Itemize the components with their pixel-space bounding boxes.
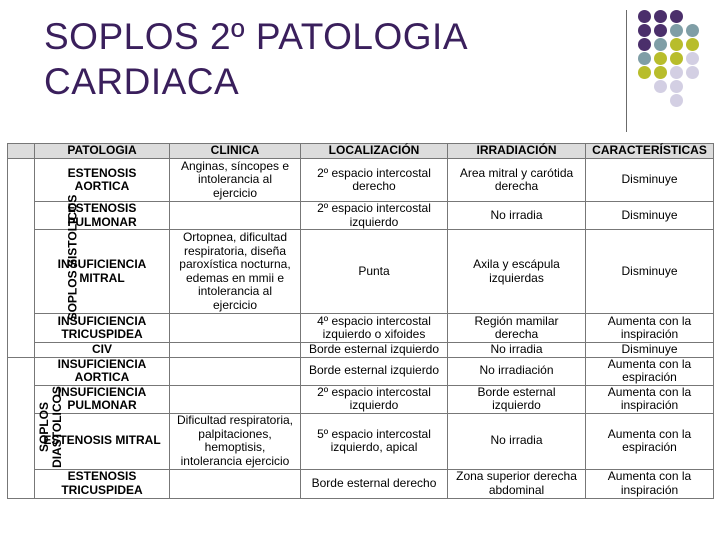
cell-line: Aumenta con la (607, 356, 692, 371)
cell-line: INSUFICIENCIA (57, 384, 147, 399)
table-row (8, 343, 714, 358)
cell-line: espiración (622, 370, 677, 384)
cell-line: paroxística nocturna, (179, 257, 291, 271)
cell-line: espiración (622, 440, 677, 454)
cell-line: inspiración (620, 482, 679, 497)
cell-line: Aumenta con la (607, 469, 692, 483)
cell-clinica (170, 413, 301, 469)
cell-line: Disminuye (621, 172, 678, 187)
decorative-dot (670, 38, 683, 51)
decorative-dot (686, 66, 699, 79)
cell-line: inspiración (620, 398, 679, 412)
decorative-dot (686, 24, 699, 37)
cell-line: Aumenta con la (607, 313, 692, 328)
cell-line: ESTENOSIS (67, 165, 137, 180)
cell-line: palpitaciones, (198, 426, 272, 441)
table-row (8, 314, 714, 343)
cell-line: 2º espacio intercostal (317, 165, 431, 180)
cell-line: No irradia (490, 342, 543, 356)
cell-line: Borde esternal (477, 384, 556, 399)
cell-localizacion (301, 385, 448, 413)
cell-localizacion (301, 357, 448, 385)
cell-irradiacion (448, 413, 586, 469)
cell-patologia (35, 343, 170, 358)
cell-line: INSUFICIENCIA (57, 257, 147, 271)
cell-line: 2º espacio intercostal (317, 384, 431, 399)
cell-line: izquierdo (492, 398, 541, 412)
cell-clinica (170, 357, 301, 385)
cell-irradiacion (448, 469, 586, 498)
cell-line: ESTENOSIS (67, 201, 137, 215)
cell-irradiacion (448, 357, 586, 385)
cell-line: No irradia (490, 207, 543, 222)
cell-caracteristicas (586, 357, 714, 385)
group-label-diastolicos (8, 357, 64, 498)
cell-clinica (170, 230, 301, 314)
decorative-dot-grid (638, 10, 714, 110)
slide-title-line-1: SOPLOS 2º PATOLOGIA (44, 16, 468, 57)
cell-line: abdominal (488, 482, 545, 497)
decorative-dot (654, 66, 667, 79)
cell-clinica (170, 202, 301, 230)
group-label-text: SOPLOS SISTOLICOS (65, 194, 80, 321)
cell-line: ESTENOSIS MITRAL (43, 433, 161, 448)
decorative-dot (670, 52, 683, 65)
cell-line: Aumenta con la (607, 384, 692, 399)
cell-localizacion (301, 314, 448, 343)
decorative-dot (654, 10, 667, 23)
cell-patologia (35, 357, 170, 385)
cell-line: izquierdas (489, 270, 544, 285)
header-localizacion: LOCALIZACIÓN (301, 144, 448, 159)
cell-irradiacion (448, 202, 586, 230)
decorative-divider (626, 10, 627, 132)
cell-line: izquierdo o xifoides (322, 327, 426, 341)
cell-irradiacion (448, 385, 586, 413)
table-row (8, 469, 714, 498)
cell-line: Disminuye (621, 207, 678, 222)
cell-line: TRICUSPIDEA (61, 482, 143, 497)
cell-clinica (170, 159, 301, 202)
table-row (8, 357, 714, 385)
cell-irradiacion (448, 159, 586, 202)
header-patologia: PATOLOGIA (35, 144, 170, 159)
group-label-sistolicos (8, 159, 80, 358)
cell-localizacion (301, 469, 448, 498)
cell-patologia (35, 230, 170, 314)
cell-line: derecho (352, 179, 396, 193)
group-label-text (38, 386, 64, 468)
cell-line: Zona superior derecha (456, 469, 577, 483)
cell-line: PULMONAR (67, 214, 137, 229)
cell-caracteristicas (586, 469, 714, 498)
table-header-row (8, 144, 714, 159)
cell-line: hemoptisis, (204, 440, 266, 454)
cell-caracteristicas (586, 230, 714, 314)
cell-line: Borde esternal derecho (311, 475, 437, 490)
header-irradiacion: IRRADIACIÓN (448, 144, 586, 159)
decorative-dot (654, 24, 667, 37)
decorative-dot (654, 38, 667, 51)
cell-localizacion (301, 230, 448, 314)
cell-caracteristicas (586, 159, 714, 202)
cell-line: Axila y escápula (473, 257, 560, 271)
cell-line: Anginas, síncopes e (180, 158, 290, 173)
cell-line: izquierdo, apical (330, 440, 418, 454)
slide-title-line-2: CARDIACA (44, 61, 240, 102)
table-row (8, 413, 714, 469)
decorative-dot (638, 52, 651, 65)
cell-line: No irradia (490, 433, 543, 448)
cell-line: INSUFICIENCIA (57, 313, 147, 328)
cell-line: respiratoria, diseña (183, 243, 287, 258)
cell-irradiacion (448, 314, 586, 343)
cell-clinica (170, 314, 301, 343)
cell-line: Dificultad respiratoria, (176, 413, 294, 427)
cell-line: intolerancia ejercicio (180, 453, 290, 468)
cell-caracteristicas (586, 385, 714, 413)
cell-caracteristicas (586, 343, 714, 358)
group-label-line: DIASTOLICOS (49, 386, 64, 469)
cell-line: TRICUSPIDEA (61, 327, 143, 341)
cell-line: Aumenta con la (607, 426, 692, 441)
decorative-dot (654, 52, 667, 65)
cell-line: intolerancia al (197, 172, 273, 187)
header-caracteristicas: CARACTERÍSTICAS (586, 144, 714, 159)
cell-patologia (35, 159, 170, 202)
cell-line: Disminuye (621, 342, 678, 356)
cell-line: intolerancia al (197, 284, 273, 298)
cell-line: izquierdo (349, 214, 399, 229)
header-corner (8, 144, 35, 159)
cell-line: 2º espacio intercostal (317, 201, 431, 215)
cell-line: ejercicio (212, 297, 257, 312)
cell-line: PULMONAR (67, 398, 137, 412)
decorative-dot (686, 52, 699, 65)
cell-clinica (170, 343, 301, 358)
cell-line: 4º espacio intercostal (317, 313, 431, 328)
decorative-dot (638, 38, 651, 51)
cell-patologia (35, 469, 170, 498)
decorative-dot (670, 24, 683, 37)
table-row (8, 230, 714, 314)
cell-line: Borde esternal izquierdo (308, 342, 440, 356)
cell-clinica (170, 469, 301, 498)
cell-line: Area mitral y carótida (459, 165, 574, 180)
cell-line: No irradiación (479, 363, 554, 378)
table-row (8, 385, 714, 413)
cell-line: derecha (494, 179, 539, 193)
cell-line: Borde esternal izquierdo (308, 363, 440, 378)
cell-irradiacion (448, 343, 586, 358)
cell-localizacion (301, 343, 448, 358)
table-row (8, 202, 714, 230)
cell-line: edemas en mmii e (185, 270, 285, 285)
cell-localizacion (301, 202, 448, 230)
header-clinica: CLINICA (170, 144, 301, 159)
cell-line: AORTICA (74, 179, 130, 193)
decorative-dot (638, 24, 651, 37)
cell-line: AORTICA (74, 370, 130, 384)
cell-caracteristicas (586, 314, 714, 343)
decorative-dot (638, 66, 651, 79)
cell-line: Ortopnea, dificultad (182, 230, 288, 244)
cell-line: MITRAL (79, 270, 125, 285)
decorative-dot (670, 94, 683, 107)
cell-localizacion (301, 159, 448, 202)
decorative-dot (654, 80, 667, 93)
cell-line: derecha (494, 327, 539, 341)
cell-line: 5º espacio intercostal (317, 426, 431, 441)
cell-caracteristicas (586, 202, 714, 230)
cell-line: Región mamilar (474, 313, 559, 328)
cell-line: ESTENOSIS (67, 469, 137, 483)
cell-line: Punta (358, 263, 390, 278)
decorative-dot (670, 66, 683, 79)
cell-line: CIV (91, 342, 112, 356)
decorative-dot (670, 10, 683, 23)
cell-line: Disminuye (621, 263, 678, 278)
decorative-dot (670, 80, 683, 93)
cell-patologia (35, 314, 170, 343)
cell-patologia (35, 202, 170, 230)
group-label-line: SOPLOS (36, 402, 51, 453)
cell-line: inspiración (620, 327, 679, 341)
cell-localizacion (301, 413, 448, 469)
cell-line: izquierdo (349, 398, 399, 412)
cell-line: INSUFICIENCIA (57, 356, 147, 371)
cell-clinica (170, 385, 301, 413)
cell-irradiacion (448, 230, 586, 314)
table-row (8, 159, 714, 202)
cell-caracteristicas (586, 413, 714, 469)
murmurs-table (7, 143, 714, 499)
cell-line: ejercicio (212, 185, 257, 200)
decorative-dot (686, 38, 699, 51)
slide-title (44, 14, 604, 104)
decorative-dot (638, 10, 651, 23)
